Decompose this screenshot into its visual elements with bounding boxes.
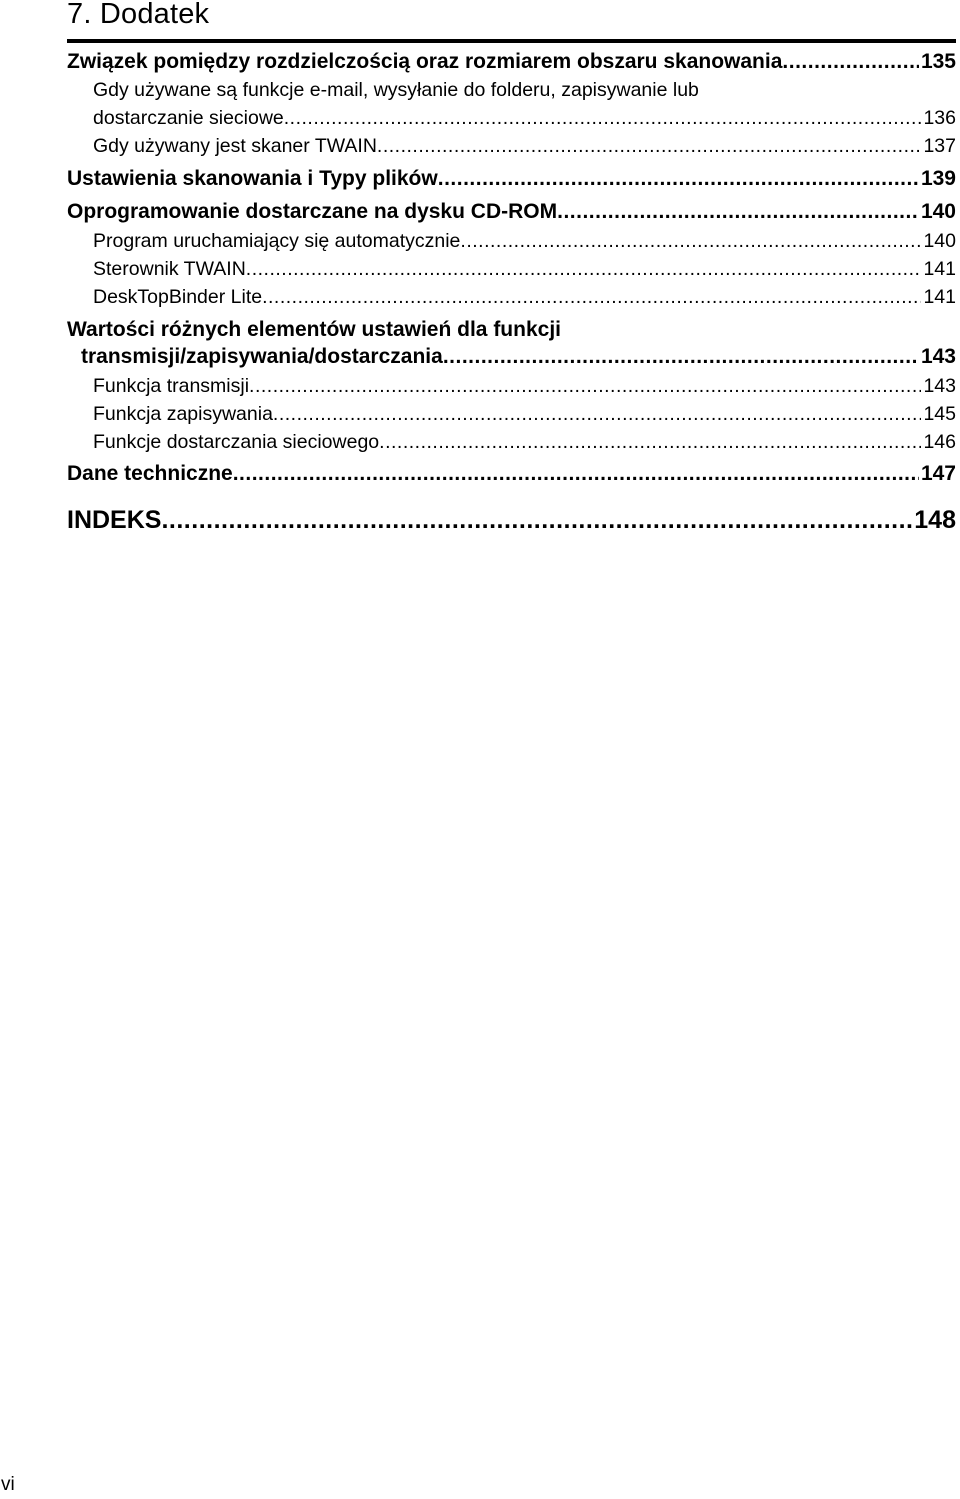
toc-entry-storing[interactable] xyxy=(93,403,956,426)
toc-entry-label: Funkcja zapisywania xyxy=(93,403,273,425)
toc-entry-function-values[interactable] xyxy=(81,345,956,369)
chapter-title: 7. Dodatek xyxy=(67,0,210,30)
toc-entry-label-line1[interactable]: Gdy używane są funkcje e-mail, wysyłanie do folderu, zapisywanie lub xyxy=(93,79,699,101)
toc-page-number: 147 xyxy=(920,462,956,485)
toc-entry-resolution[interactable] xyxy=(67,50,956,74)
toc-page-number: 145 xyxy=(923,403,956,425)
toc-page-number: 140 xyxy=(920,200,956,223)
toc-entry-label-line1[interactable]: Wartości różnych elementów ustawień dla funkcji xyxy=(67,318,561,341)
toc-dot-leader xyxy=(377,135,922,158)
toc-entry-label: DeskTopBinder Lite xyxy=(93,286,263,308)
toc-entry-label: Gdy używany jest skaner TWAIN xyxy=(93,135,377,157)
toc-page-number: 140 xyxy=(923,230,956,252)
toc-entry-label: Oprogramowanie dostarczane na dysku CD-ROM xyxy=(67,200,558,223)
toc-entry-label: Ustawienia skanowania i Typy plików xyxy=(67,167,438,190)
toc-page-number: 143 xyxy=(923,375,956,397)
toc-dot-leader xyxy=(438,167,919,191)
toc-entry-desktopbinder[interactable] xyxy=(93,286,956,309)
toc-dot-leader xyxy=(557,200,919,224)
toc-entry-email-folder[interactable] xyxy=(93,107,956,130)
toc-dot-leader xyxy=(161,506,912,535)
toc-page-number: 143 xyxy=(920,345,956,368)
toc-entry-label: INDEKS xyxy=(67,506,162,534)
toc-entry-label: transmisji/zapisywania/dostarczania xyxy=(81,345,443,368)
toc-page-number: 136 xyxy=(923,107,956,129)
toc-entry-twain-scanner[interactable] xyxy=(93,135,956,158)
toc-entry-label: dostarczanie sieciowe xyxy=(93,107,284,129)
toc-entry-network-delivery[interactable] xyxy=(93,431,956,454)
toc-entry-label: Funkcje dostarczania sieciowego xyxy=(93,431,380,453)
toc-dot-leader xyxy=(273,403,922,426)
toc-dot-leader xyxy=(379,431,921,454)
toc-page-number: 146 xyxy=(923,431,956,453)
toc-dot-leader xyxy=(246,258,922,281)
toc-page-number: 141 xyxy=(923,258,956,280)
toc-page-number: 137 xyxy=(923,135,956,157)
toc-entry-specifications[interactable] xyxy=(67,462,956,486)
toc-entry-label: Program uruchamiający się automatycznie xyxy=(93,230,461,252)
toc-entry-scan-settings[interactable] xyxy=(67,167,956,191)
toc-page-number: 141 xyxy=(923,286,956,308)
toc-page-number: 135 xyxy=(920,50,956,73)
chapter-rule xyxy=(67,39,956,43)
toc-dot-leader xyxy=(460,230,921,253)
toc-dot-leader xyxy=(443,345,919,369)
toc-dot-leader xyxy=(262,286,921,309)
toc-entry-twain-driver[interactable] xyxy=(93,258,956,281)
toc-entry-label: Dane techniczne xyxy=(67,462,233,485)
toc-dot-leader xyxy=(284,107,922,130)
toc-entry-transmission[interactable] xyxy=(93,375,956,398)
toc-dot-leader xyxy=(782,50,919,74)
toc-entry-label: Sterownik TWAIN xyxy=(93,258,246,280)
toc-entry-label: Związek pomiędzy rozdzielczością oraz rozmiarem obszaru skanowania xyxy=(67,50,783,73)
page-folio: vi xyxy=(1,1474,15,1495)
toc-dot-leader xyxy=(249,375,921,398)
toc-dot-leader xyxy=(233,462,919,486)
toc-entry-cd-rom-software[interactable] xyxy=(67,200,956,224)
toc-page-number: 148 xyxy=(914,506,956,534)
toc-entry-index[interactable] xyxy=(67,506,956,535)
toc-page-number: 139 xyxy=(920,167,956,190)
toc-entry-label: Funkcja transmisji xyxy=(93,375,250,397)
toc-entry-autorun[interactable] xyxy=(93,230,956,253)
